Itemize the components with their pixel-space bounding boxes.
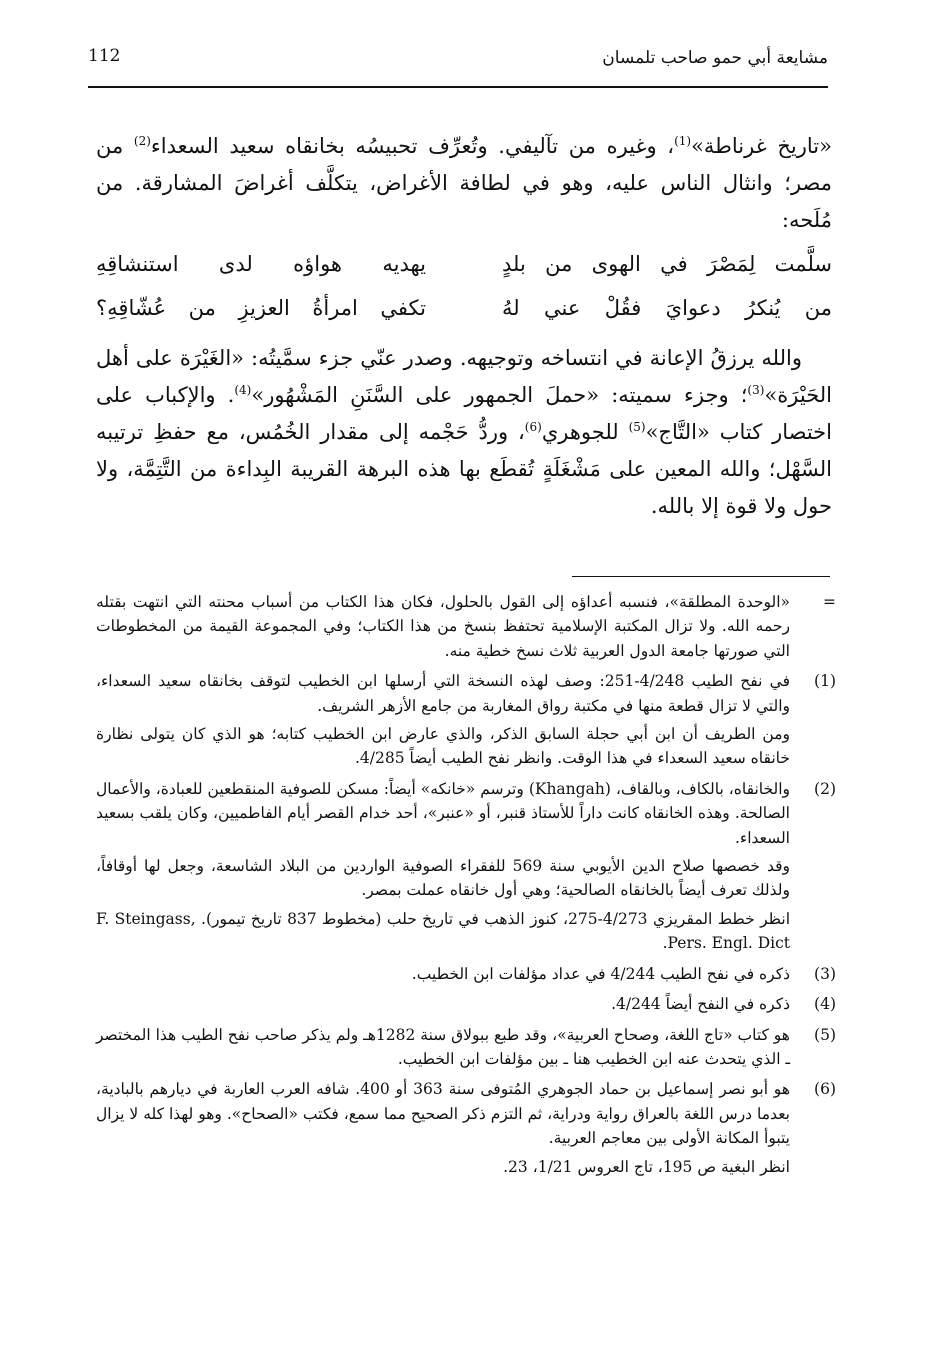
text-segment: «تاريخ غرناطة» [691, 134, 832, 158]
verse-1 [96, 252, 832, 292]
footnote-text: ذكره في النفح أيضاً 4/244. [611, 995, 790, 1014]
footnote-6 [96, 1077, 836, 1179]
hemistich-second: يهديه هواؤه لدى استنشاقِهِ [96, 252, 426, 276]
footnote-ref-4[interactable]: (4) [234, 383, 252, 397]
poem [96, 252, 832, 336]
footnote-marker: (2) [814, 779, 836, 798]
footnote-1 [96, 669, 836, 771]
text-segment: ، وردُّ حَجْمه إلى مقدار الخُمُس، مع حفظِ ترتيبه السَّهْل؛ والله المعين على مَشْغَلَةٍ تُقطَع بها هذه البرهة القريبة البِداءة من التَّتِمَّة، ولا حول ولا قوة إلا بالله. [96, 420, 832, 518]
footnote-text: ومن الطريف أن ابن أبي حجلة السابق الذكر، والذي عارض ابن الخطيب كتابه؛ هو الذي كان يتولى نظارة خانقاه سعيد السعداء في هذا الوقت. وانظر نفح الطيب أيضاً 4/285. [96, 725, 790, 768]
verse-2 [96, 296, 832, 336]
footnote-ref-2[interactable]: (2) [133, 134, 151, 148]
footnote-text: هو أبو نصر إسماعيل بن حماد الجوهري المُتوفى سنة 363 أو 400. شافه العرب العاربة في ديارهم بالبادية، بعدما درس اللغة بالعراق رواية ودراية، ثم التزم ذكر الصحيح مما سمع، فكتب «الصحاح». وهو لهذا كله لا يزال يتبوأ المكانة الأولى بين معاجم العربية. [96, 1080, 790, 1148]
footnote-text: «الوحدة المطلقة»، فنسبه أعداؤه إلى القول بالحلول، فكان هذا الكتاب من أسباب محنته التي انتهت بقتله رحمه الله. ولا تزال المكتبة الإسلامية تحتفظ بنسخ من هذا الكتاب؛ وفي المجموعة القيمة من المخطوطات التي صورتها جامعة الدول العربية ثلاث نسخ خطية منه. [96, 593, 790, 660]
footnote-text: وقد خصصها صلاح الدين الأيوبي سنة 569 للفقراء الصوفية الواردين من البلاد الشاسعة، وجعل لها أوقافاً، ولذلك تعرف أيضاً بالخانقاه الصالحية؛ وهي أول خانقاه عملت بمصر. [96, 857, 790, 900]
footnote-marker: (5) [814, 1025, 836, 1044]
footnote-5 [96, 1023, 836, 1072]
footnote-text: انظر البغية ص 195، تاج العروس 1/21، 23. [503, 1157, 790, 1176]
text-segment: . والإكباب على اختصار كتاب «التَّاج» [96, 383, 832, 444]
footnote-ref-1[interactable]: (1) [674, 134, 692, 148]
footnote-text: هو كتاب «تاج اللغة، وصحاح العربية»، وقد طبع ببولاق سنة 1282هـ ولم يذكر صاحب نفح الطيب هذا المختصر ـ الذي يتحدث عنه ابن الخطيب هنا ـ بين مؤلفات ابن الخطيب. [95, 1025, 790, 1068]
running-title: مشايعة أبي حمو صاحب تلمسان [602, 48, 828, 68]
footnote-marker: (3) [814, 964, 836, 983]
text-segment: للجوهري [541, 420, 629, 444]
footnote-text: في نفح الطيب 4/248-251: وصف لهذه النسخة التي أرسلها ابن الخطيب لتوقف بخانقاه سعيد السعداء، والتي لا تزال قطعة منها في مكتبة رواق المغاربة من جامع الأزهر الشريف. [96, 672, 790, 715]
footnote-3 [96, 962, 836, 986]
footnote-4 [96, 992, 836, 1016]
text-segment: والله يرزقُ الإعانة في انتساخه وتوجيهه. وصدر عنّي جزء سمَّيتُه: «الغَيْرَة على أهل الحَيْرَة» [96, 346, 833, 407]
footnote-ref-3[interactable]: (3) [747, 383, 765, 397]
footnote-separator [572, 576, 830, 577]
footnote-marker: = [823, 593, 836, 611]
text-segment: ، وغيره من تآليفي. وتُعرِّف تحبيسُه بخانقاه سعيد السعداء [150, 134, 675, 158]
page-header [88, 40, 828, 80]
footnote-marker: (4) [814, 995, 836, 1014]
text-segment: ؛ وجزء سميته: «حملَ الجمهور على السَّنَنِ المَشْهُور» [251, 383, 748, 407]
footnote-2 [96, 777, 836, 956]
page-number: 112 [88, 46, 121, 66]
footnotes [96, 590, 836, 1185]
main-text-paragraph-2 [96, 340, 832, 525]
footnote-marker: (1) [814, 672, 836, 691]
footnote-ref-5[interactable]: (5) [628, 420, 646, 434]
footnote-marker: (6) [814, 1080, 836, 1099]
hemistich-first: سلَّمت لِمَصْرَ في الهوى من بلدٍ [502, 252, 832, 276]
footnote-ref-6[interactable]: (6) [524, 420, 542, 434]
header-rule [88, 86, 828, 88]
footnote-text: والخانقاه، بالكاف، وبالقاف، (Khangah) وترسم «خانكه» أيضاً: مسكن للصوفية المنقطعين للعبادة، والأعمال الصالحة. وهذه الخانقاه كانت داراً للأستاذ قنبر، أو «عنبر»، أحد خدام القصر أيام الفاطميين، وكان يلقب بسعيد السعداء. [96, 779, 791, 847]
text-segment: من مصر؛ وانثال الناس عليه، وهو في لطافة الأغراض، يتكلَّف أغراضَ المشارقة. من مُلَحه: [96, 134, 832, 232]
hemistich-second: تكفي امرأةُ العزيزِ من عُشّاقِهِ؟ [96, 296, 426, 320]
footnote-text: ذكره في نفح الطيب 4/244 في عداد مؤلفات ابن الخطيب. [411, 964, 790, 983]
footnote-text: انظر خطط المقريزي 4/273-275، كنوز الذهب في تاريخ حلب (مخطوط 837 تاريخ تيمور). F. Steingass, Pers. Engl. Dict. [96, 909, 790, 953]
hemistich-first: من يُنكرُ دعوايَ فقُلْ عني لهُ [502, 296, 832, 320]
main-text-paragraph-1 [96, 128, 832, 239]
footnote-continued [96, 590, 836, 663]
